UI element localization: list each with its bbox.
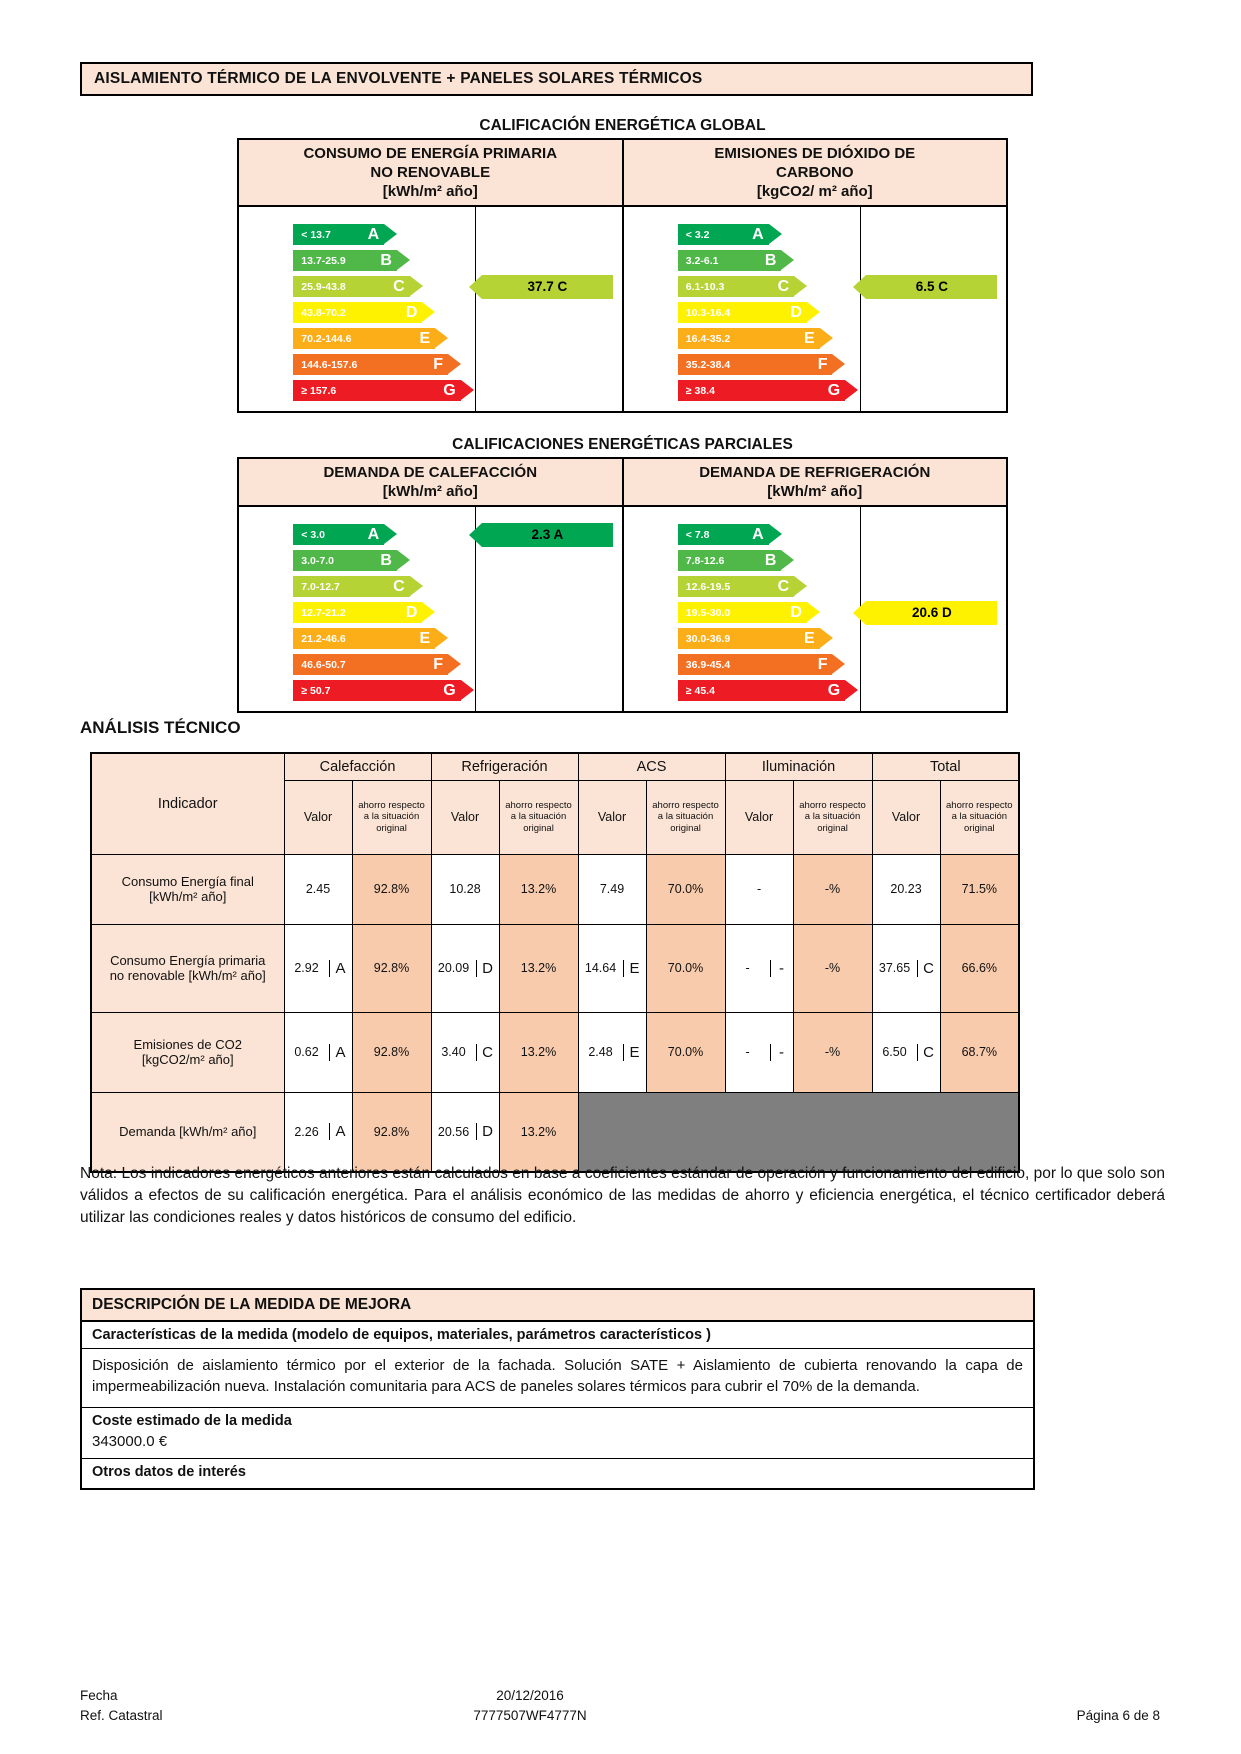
scale-range-label: 36.9-45.4 [685,658,731,671]
scale-letter-label: D [405,303,418,321]
scale-bar-g [293,380,460,401]
scale-range-label: 21.2-46.6 [301,632,346,645]
emisiones-scale-panel [622,207,1007,411]
scale-letter-label: D [405,603,418,621]
rating-value: 37.7 C [527,279,568,294]
emisiones-header-unit: [kgCO2/ m² año] [756,183,873,200]
scale-bar-b [678,250,782,271]
scale-bar-f [293,654,448,675]
refrigeracion-header-cell [622,459,1007,505]
measure-title-bar: AISLAMIENTO TÉRMICO DE LA ENVOLVENTE + PANELES SOLARES TÉRMICOS [80,62,1033,96]
scale-letter-label: B [764,551,777,569]
valor-letter-badge: C [476,1044,499,1061]
scale-bar-d [678,302,807,323]
global-section-title: CALIFICACIÓN ENERGÉTICA GLOBAL [479,117,766,134]
valor-subheader: Valor [431,780,499,854]
ahorro-cell: -% [793,854,872,924]
rating-arrow [866,601,997,625]
emisiones-rating-area [861,207,1006,411]
ahorro-cell: 13.2% [499,1012,578,1092]
scale-bar-d [293,602,422,623]
valor-letter-badge: E [623,1044,646,1061]
ahorro-cell: 70.0% [646,1012,725,1092]
consumo-header-cell [239,140,622,205]
scale-letter-label: A [752,525,764,543]
valor-number: 37.65 [878,961,911,975]
fecha-label: Fecha [80,1688,118,1703]
valor-number: 7.49 [599,882,625,896]
partial-section-title: CALIFICACIONES ENERGÉTICAS PARCIALES [452,436,793,453]
ahorro-cell: 13.2% [499,924,578,1012]
coste-section [82,1408,1033,1459]
valor-letter-badge: E [623,960,646,977]
scale-bar-a [293,224,384,245]
scale-bar-g [678,380,845,401]
scale-range-label: 144.6-157.6 [301,358,358,371]
emisiones-header-cell [622,140,1007,205]
scale-bar-a [678,224,769,245]
group-header-iluminación: Iluminación [725,753,872,780]
valor-cell [872,924,940,1012]
group-header-calefacción: Calefacción [284,753,431,780]
scale-bar-f [678,654,833,675]
scale-letter-label: G [443,381,456,399]
rating-arrow [482,275,613,299]
page-number: Página 6 de 8 [1076,1708,1160,1723]
analysis-row [91,1012,1019,1092]
valor-cell [725,1012,793,1092]
scale-range-label: < 13.7 [301,228,331,241]
calefaccion-scale-panel [239,507,622,711]
scale-letter-label: B [764,251,777,269]
scale-bar-e [293,328,435,349]
ahorro-subheader: ahorro respecto a la situación original [940,780,1019,854]
ahorro-cell: 92.8% [352,1092,431,1172]
scale-bar-b [293,250,397,271]
scale-letter-label: C [393,277,405,295]
scale-letter-label: G [827,681,841,699]
valor-subheader: Valor [872,780,940,854]
valor-cell [725,854,793,924]
scale-range-label: 43.8-70.2 [301,306,346,319]
ahorro-subheader: ahorro respecto a la situación original [646,780,725,854]
scale-letter-label: B [380,251,392,269]
analysis-table-head [91,753,1019,854]
valor-cell [872,854,940,924]
scale-range-label: 30.0-36.9 [685,632,731,645]
scale-letter-label: B [380,551,392,569]
valor-number: 0.62 [294,1045,319,1059]
scale-letter-label: D [790,303,802,321]
valor-cell [578,924,646,1012]
consumo-scale [239,207,476,411]
valor-cell [284,1092,352,1172]
scale-range-label: 3.2-6.1 [685,254,719,267]
analysis-row [91,924,1019,1012]
ahorro-cell: 70.0% [646,854,725,924]
valor-number: 10.28 [449,882,481,896]
valor-letter-badge: D [476,960,499,977]
indicator-cell: Consumo Energía primaria no renovable [kWh/m² año] [91,924,284,1012]
scale-range-label: 35.2-38.4 [685,358,731,371]
scale-letter-label: E [804,329,815,347]
calefaccion-header-title: DEMANDA DE CALEFACCIÓN [323,464,538,481]
group-header-acs: ACS [578,753,725,780]
ref-catastral-value: 7777507WF4777N [473,1708,587,1723]
calefaccion-rating-area [476,507,621,711]
valor-subheader: Valor [578,780,646,854]
indicator-cell: Consumo Energía final [kWh/m² año] [91,854,284,924]
ahorro-cell: 13.2% [499,1092,578,1172]
valor-number: - [756,882,762,896]
scale-letter-label: F [817,355,828,373]
scale-range-label: ≥ 157.6 [301,384,337,397]
refrigeracion-rating-area [861,507,1006,711]
gray-empty-area [578,1092,1019,1172]
analysis-table-body [91,854,1019,1172]
ahorro-cell: -% [793,1012,872,1092]
valor-number: 20.23 [890,882,922,896]
scale-bar-c [293,276,409,297]
scale-range-label: ≥ 50.7 [301,684,331,697]
global-rating-header [239,140,1006,207]
valor-cell [284,924,352,1012]
coste-label: Coste estimado de la medida [92,1413,292,1429]
valor-letter-badge: C [917,1044,940,1061]
scale-letter-label: C [393,577,405,595]
scale-range-label: < 7.8 [685,528,710,541]
scale-letter-label: F [433,655,443,673]
measure-box-title: DESCRIPCIÓN DE LA MEDIDA DE MEJORA [82,1290,1033,1322]
valor-cell [284,854,352,924]
scale-range-label: 19.5-30.0 [685,606,731,619]
scale-range-label: 7.8-12.6 [685,554,725,567]
scale-range-label: 13.7-25.9 [301,254,346,267]
valor-cell [431,1092,499,1172]
scale-range-label: 12.7-21.2 [301,606,346,619]
indicator-column-header: Indicador [91,753,284,854]
scale-bar-c [678,576,794,597]
scale-bar-b [293,550,397,571]
valor-number: - [745,961,750,975]
valor-number: 20.56 [437,1124,470,1139]
scale-range-label: 3.0-7.0 [301,554,334,567]
rating-arrow [866,275,997,299]
consumo-header-unit: [kWh/m² año] [382,183,478,200]
refrigeracion-scale-panel [622,507,1007,711]
valor-number: 2.26 [294,1124,319,1139]
scale-letter-label: E [419,329,431,347]
analysis-table [90,752,1020,1173]
ahorro-cell: 71.5% [940,854,1019,924]
valor-number: - [745,1045,750,1059]
scale-range-label: 6.1-10.3 [685,280,725,293]
global-rating-table [237,138,1008,413]
ahorro-cell: 68.7% [940,1012,1019,1092]
ahorro-cell: 92.8% [352,924,431,1012]
valor-number: 2.48 [588,1045,613,1059]
ahorro-cell: 92.8% [352,854,431,924]
page-footer [80,1688,1160,1728]
scale-bar-c [293,576,409,597]
valor-subheader: Valor [725,780,793,854]
scale-letter-label: E [419,629,431,647]
measure-description-box [80,1288,1035,1490]
scale-letter-label: F [817,655,828,673]
ahorro-cell: 13.2% [499,854,578,924]
group-header-refrigeración: Refrigeración [431,753,578,780]
valor-letter-badge: D [476,1123,499,1140]
scale-bar-g [293,680,460,701]
scale-letter-label: D [790,603,802,621]
analysis-row [91,1092,1019,1172]
scale-letter-label: G [443,681,456,699]
consumo-rating-area [476,207,621,411]
indicator-cell: Emisiones de CO2 [kgCO2/m² año] [91,1012,284,1092]
scale-bar-e [678,628,820,649]
ahorro-subheader: ahorro respecto a la situación original [352,780,431,854]
consumo-scale-panel [239,207,622,411]
scale-bar-f [678,354,833,375]
caracteristicas-text: Disposición de aislamiento térmico por el exterior de la fachada. Solución SATE + Aislamiento de cubierta renovando la capa de impermeabilización nueva. Instalación comunitaria para ACS de paneles solares térmicos para cubrir el 70% de la demanda. [82,1349,1033,1408]
valor-cell [725,924,793,1012]
refrigeracion-header-unit: [kWh/m² año] [767,483,863,500]
calefaccion-header-unit: [kWh/m² año] [382,483,478,500]
scale-range-label: < 3.2 [685,228,710,241]
scale-bar-c [678,276,794,297]
valor-letter-badge: A [329,960,352,977]
ahorro-subheader: ahorro respecto a la situación original [499,780,578,854]
calefaccion-scale [239,507,476,711]
analysis-section-title: ANÁLISIS TÉCNICO [80,718,241,737]
scale-range-label: 46.6-50.7 [301,658,346,671]
valor-letter-badge: A [329,1044,352,1061]
ahorro-cell: 92.8% [352,1012,431,1092]
scale-range-label: 10.3-16.4 [685,306,731,319]
partial-rating-table [237,457,1008,713]
rating-value: 20.6 D [911,605,952,620]
valor-number: 6.50 [882,1045,907,1059]
scale-bar-d [293,302,422,323]
scale-letter-label: C [777,277,790,295]
valor-letter-badge: C [917,960,940,977]
valor-number: 2.92 [294,961,319,975]
scale-range-label: < 3.0 [301,528,325,541]
valor-letter-badge: - [770,1044,793,1061]
refrigeracion-scale [624,507,861,711]
emisiones-header-title: EMISIONES DE DIÓXIDO DE CARBONO [714,145,916,181]
valor-cell [872,1012,940,1092]
scale-letter-label: A [367,225,380,243]
valor-cell [431,1012,499,1092]
consumo-header-title: CONSUMO DE ENERGÍA PRIMARIA NO RENOVABLE [303,145,558,181]
valor-cell [431,854,499,924]
scale-bar-g [678,680,845,701]
coste-value: 343000.0 € [92,1433,168,1450]
scale-letter-label: A [367,525,380,543]
valor-number: 14.64 [584,961,617,975]
valor-number: 20.09 [437,961,470,975]
valor-number: 3.40 [441,1045,466,1059]
scale-bar-e [678,328,820,349]
rating-value: 2.3 A [531,527,564,542]
scale-range-label: 25.9-43.8 [301,280,346,293]
valor-cell [284,1012,352,1092]
valor-number: 2.45 [305,882,331,896]
scale-range-label: 70.2-144.6 [301,332,352,345]
valor-cell [578,854,646,924]
emisiones-scale [624,207,861,411]
ref-catastral-label: Ref. Catastral [80,1708,163,1723]
scale-bar-b [678,550,782,571]
calefaccion-header-cell [239,459,622,505]
scale-bar-a [293,524,384,545]
valor-letter-badge: A [329,1123,352,1140]
scale-bar-a [678,524,769,545]
scale-letter-label: A [752,225,764,243]
scale-bar-e [293,628,435,649]
scale-letter-label: E [804,629,815,647]
ahorro-cell: 66.6% [940,924,1019,1012]
ahorro-cell: -% [793,924,872,1012]
valor-subheader: Valor [284,780,352,854]
scale-bar-f [293,354,448,375]
scale-range-label: 7.0-12.7 [301,580,340,593]
valor-cell [578,1012,646,1092]
refrigeracion-header-title: DEMANDA DE REFRIGERACIÓN [699,464,931,481]
fecha-value: 20/12/2016 [496,1688,564,1703]
nota-paragraph: Nota: Los indicadores energéticos anteriores están calculados en base a coeficientes estándar de operación y funcionamiento del edificio, por lo que solo son válidos a efectos de su calificación energética. Para el análisis económico de las medidas de ahorro y eficiencia energética, el técnico certificador deberá utilizar las condiciones reales y datos históricos de consumo del edificio. [80,1165,1165,1226]
scale-range-label: ≥ 45.4 [685,684,715,697]
group-header-total: Total [872,753,1019,780]
scale-bar-d [678,602,807,623]
scale-letter-label: F [433,355,443,373]
scale-range-label: 16.4-35.2 [685,332,731,345]
scale-letter-label: C [777,577,790,595]
scale-letter-label: G [827,381,841,399]
ahorro-subheader: ahorro respecto a la situación original [793,780,872,854]
caracteristicas-label: Características de la medida (modelo de equipos, materiales, parámetros característicos ) [82,1322,1033,1349]
valor-letter-badge: - [770,960,793,977]
ahorro-cell: 70.0% [646,924,725,1012]
indicator-cell: Demanda [kWh/m² año] [91,1092,284,1172]
partial-rating-header [239,459,1006,507]
rating-value: 6.5 C [915,279,948,294]
scale-range-label: 12.6-19.5 [685,580,731,593]
analysis-row [91,854,1019,924]
rating-arrow [482,523,613,547]
scale-range-label: ≥ 38.4 [685,384,715,397]
valor-cell [431,924,499,1012]
otros-datos-label: Otros datos de interés [92,1464,246,1480]
